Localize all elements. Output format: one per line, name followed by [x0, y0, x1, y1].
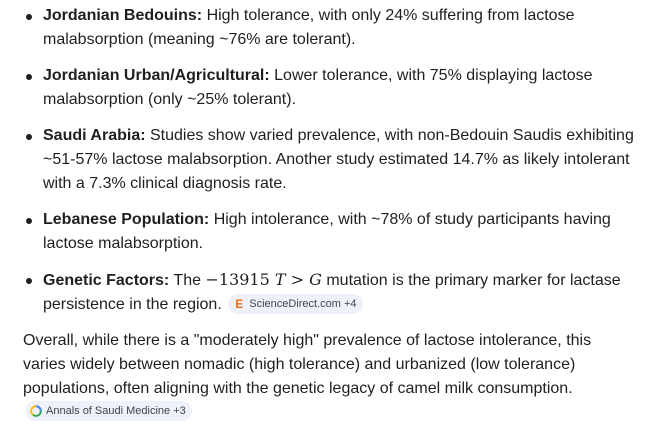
- item-text: High tolerance, with only 24% suffering from lactose malabsorption (meaning ~76% are tolerant).: [43, 7, 575, 48]
- list-item-lebanese-population: [23, 208, 634, 256]
- list-item-genetic-factors: [23, 268, 634, 317]
- list-item-jordanian-bedouins: [23, 4, 634, 52]
- list-item-jordanian-urban: [23, 64, 634, 112]
- summary-paragraph: [23, 329, 634, 426]
- list-item-saudi-arabia: [23, 124, 634, 196]
- source-chip-sciencedirect[interactable]: [228, 294, 362, 314]
- source-chip-annals[interactable]: [25, 401, 192, 421]
- item-term: Jordanian Bedouins:: [43, 7, 203, 24]
- item-text-before: The: [169, 272, 206, 289]
- formula-var-g: G: [309, 270, 322, 289]
- formula-var-t: T: [274, 270, 286, 289]
- item-text: Studies show varied prevalence, with non-Bedouin Saudis exhibiting ~51-57% lactose malabsorption. Another study estimated 14.7% as likely intolerant with a 7.3% clinical diagnosis rate.: [43, 127, 634, 192]
- summary-text: Overall, while there is a "moderately high" prevalence of lactose intolerance, this varies widely between nomadic (high tolerance) and urbanized (low tolerance) populations, often aligning with the genetic legacy of camel milk consumption.: [23, 332, 592, 397]
- item-term: Lebanese Population:: [43, 211, 210, 228]
- findings-list: [23, 4, 634, 317]
- bullet-dot-icon: [26, 278, 32, 284]
- annals-ring-icon: [30, 405, 42, 417]
- bullet-dot-icon: [26, 218, 32, 224]
- formula-number: 13915: [218, 270, 270, 289]
- sciencedirect-e-icon: E: [235, 297, 244, 311]
- formula-minus: −: [205, 270, 219, 289]
- item-term: Saudi Arabia:: [43, 127, 146, 144]
- source-chip-label: ScienceDirect.com +4: [249, 298, 357, 310]
- bullet-dot-icon: [26, 14, 32, 20]
- source-chip-label: Annals of Saudi Medicine +3: [46, 405, 186, 417]
- item-term: Jordanian Urban/Agricultural:: [43, 67, 270, 84]
- bullet-dot-icon: [26, 134, 32, 140]
- formula-operator: >: [290, 270, 305, 289]
- mutation-formula: [205, 270, 321, 289]
- item-text: High intolerance, with ~78% of study participants having lactose malabsorption.: [43, 211, 611, 252]
- bullet-dot-icon: [26, 74, 32, 80]
- item-text-after: mutation is the primary marker for lactase persistence in the region.: [43, 272, 621, 313]
- item-term: Genetic Factors:: [43, 272, 170, 289]
- item-text: Lower tolerance, with 75% displaying lactose malabsorption (only ~25% tolerant).: [43, 67, 593, 108]
